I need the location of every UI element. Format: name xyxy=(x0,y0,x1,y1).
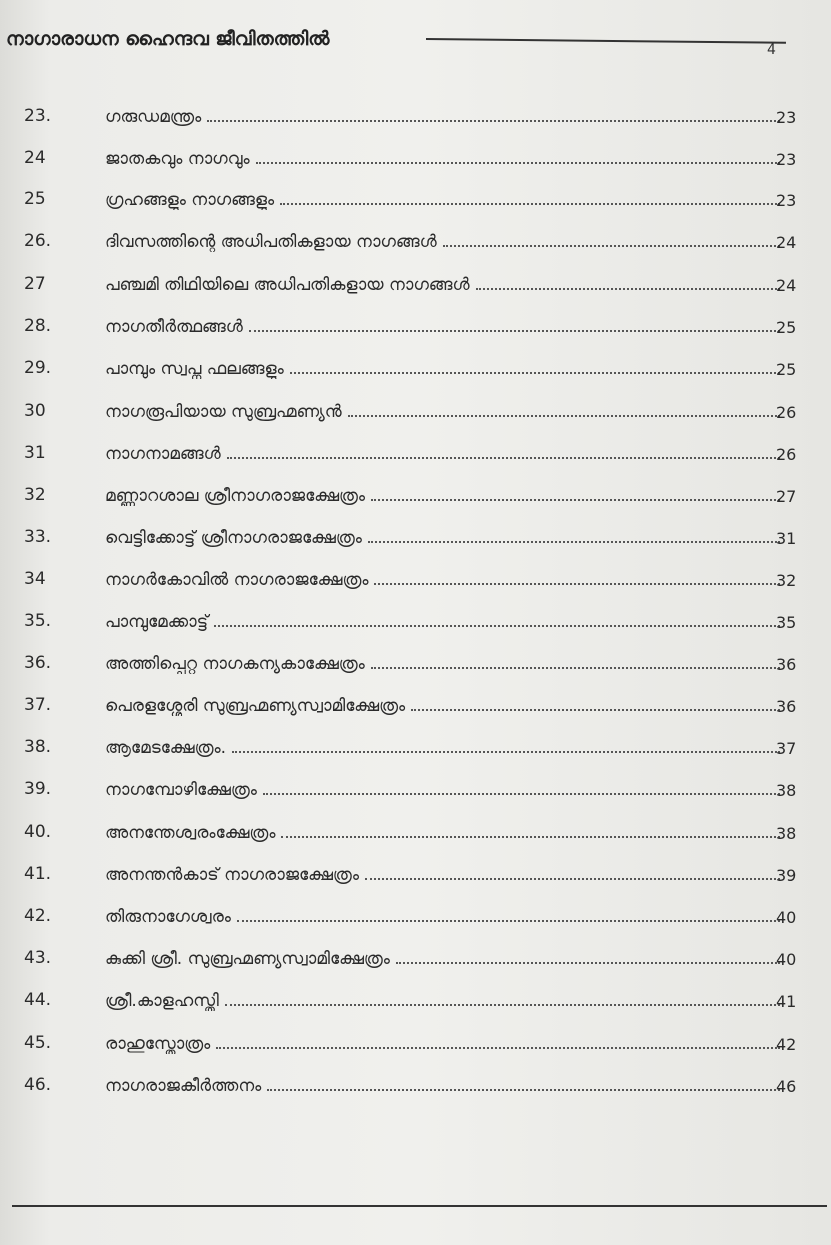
toc-entry xyxy=(0,814,831,854)
toc-entry xyxy=(0,687,831,727)
entry-title-line xyxy=(105,906,786,927)
entry-page: 36 xyxy=(776,655,797,674)
dot-leader xyxy=(207,106,780,122)
dot-leader xyxy=(225,990,780,1006)
dot-leader xyxy=(290,358,780,374)
toc-entry xyxy=(0,181,831,221)
entry-page: 35 xyxy=(776,613,797,632)
toc-entry xyxy=(0,898,831,938)
entry-title-line xyxy=(105,316,786,337)
entry-title: ദിവസത്തിന്റെ അധിപതികളായ നാഗങ്ങൾ xyxy=(105,232,437,252)
dot-leader xyxy=(371,485,780,501)
entry-title-line xyxy=(105,527,786,548)
entry-number: 46. xyxy=(24,1075,52,1095)
dot-leader xyxy=(476,274,780,290)
entry-title-line xyxy=(105,485,786,506)
entry-number: 24 xyxy=(24,148,46,168)
entry-title-line xyxy=(105,695,786,716)
entry-title-line xyxy=(105,990,786,1011)
entry-title: നാഗതീർത്ഥങ്ങൾ xyxy=(105,317,243,337)
dot-leader xyxy=(411,695,780,711)
entry-title-line xyxy=(105,611,786,632)
entry-page: 38 xyxy=(776,781,797,800)
entry-page: 24 xyxy=(776,276,797,295)
entry-title-line xyxy=(105,948,786,969)
toc-entry xyxy=(0,771,831,811)
entry-page: 40 xyxy=(776,908,797,927)
entry-page: 31 xyxy=(776,529,797,548)
entry-number: 33. xyxy=(24,527,52,547)
entry-number: 37. xyxy=(24,695,52,715)
toc-entry xyxy=(0,98,831,138)
entry-number: 45. xyxy=(24,1033,52,1053)
entry-number: 32 xyxy=(24,485,46,505)
entry-page: 42 xyxy=(776,1035,797,1054)
entry-number: 30 xyxy=(24,401,46,421)
entry-title: ഗ്രഹങ്ങളും നാഗങ്ങളും xyxy=(105,190,275,210)
dot-leader xyxy=(237,906,780,922)
dot-leader xyxy=(216,1033,780,1049)
entry-page: 37 xyxy=(776,739,797,758)
entry-number: 25 xyxy=(24,189,46,209)
entry-page: 24 xyxy=(776,233,797,252)
toc-entry xyxy=(0,435,831,475)
entry-title-line xyxy=(105,569,786,590)
entry-title: ആമേടക്ഷേത്രം. xyxy=(105,738,227,758)
entry-title: പഞ്ചമി തിഥിയിലെ അധിപതികളായ നാഗങ്ങൾ xyxy=(105,275,470,295)
entry-number: 31 xyxy=(24,443,46,463)
entry-title: നാഗരൂപിയായ സുബ്രഹ്മണ്യൻ xyxy=(105,402,342,422)
entry-number: 26. xyxy=(24,231,52,251)
entry-title-line xyxy=(105,864,786,885)
entry-title: അനന്തേശ്വരംക്ഷേത്രം xyxy=(105,823,276,843)
entry-title: അത്തിപ്പെറ്റ നാഗകന്യകാക്ഷേത്രം xyxy=(105,654,365,674)
dot-leader xyxy=(263,779,780,795)
entry-number: 38. xyxy=(24,737,52,757)
entry-title-line xyxy=(105,274,786,295)
entry-title: അനന്തൻകാട് നാഗരാജക്ഷേത്രം xyxy=(105,865,359,885)
entry-page: 25 xyxy=(776,318,797,337)
entry-number: 29. xyxy=(24,358,52,378)
dot-leader xyxy=(214,611,780,627)
entry-number: 35. xyxy=(24,611,52,631)
entry-page: 40 xyxy=(776,950,797,969)
entry-title: നാഗരാജകീർത്തനം xyxy=(105,1076,262,1096)
entry-title: പാമ്പുമേക്കാട്ട് xyxy=(105,612,209,632)
toc-entry xyxy=(0,940,831,980)
entry-title: മണ്ണാറശാല ശ്രീനാഗരാജക്ഷേത്രം xyxy=(105,486,366,506)
entry-page: 25 xyxy=(776,360,797,379)
toc-entry xyxy=(0,266,831,306)
entry-title: ജാതകവും നാഗവും xyxy=(105,149,250,169)
entry-page: 38 xyxy=(776,824,797,843)
entry-title: വെട്ടിക്കോട്ട് ശ്രീനാഗരാജക്ഷേത്രം xyxy=(105,528,362,548)
entry-title-line xyxy=(105,231,786,252)
dot-leader xyxy=(227,443,780,459)
entry-title: തിരുനാഗേശ്വരം xyxy=(105,907,231,927)
footer-rule xyxy=(12,1205,827,1207)
toc-entry xyxy=(0,223,831,263)
entry-number: 40. xyxy=(24,822,52,842)
toc-entry xyxy=(0,1067,831,1107)
entry-title-line xyxy=(105,189,786,210)
dot-leader xyxy=(371,653,780,669)
toc-entry xyxy=(0,393,831,433)
toc-entry xyxy=(0,140,831,180)
dot-leader xyxy=(232,737,780,753)
toc-entry xyxy=(0,729,831,769)
toc-entry xyxy=(0,350,831,390)
entry-page: 46 xyxy=(776,1077,797,1096)
entry-number: 39. xyxy=(24,779,52,799)
entry-title-line xyxy=(105,1033,786,1054)
toc-entry xyxy=(0,645,831,685)
page-number: 4 xyxy=(767,42,776,58)
entry-page: 41 xyxy=(776,992,797,1011)
header-rule xyxy=(426,38,786,44)
entry-page: 26 xyxy=(776,445,797,464)
entry-page: 23 xyxy=(776,191,797,210)
entry-number: 42. xyxy=(24,906,52,926)
toc-entry xyxy=(0,982,831,1022)
dot-leader xyxy=(396,948,780,964)
dot-leader xyxy=(267,1075,780,1091)
entry-title: ശ്രീ.കാളഹസ്തി xyxy=(105,991,219,1011)
entry-page: 27 xyxy=(776,487,797,506)
entry-title-line xyxy=(105,358,786,379)
dot-leader xyxy=(443,231,780,247)
dot-leader xyxy=(281,822,780,838)
toc-entry xyxy=(0,561,831,601)
entry-title: രാഹുസ്തോത്രം xyxy=(105,1034,211,1054)
entry-title: നാഗമ്പോഴിക്ഷേത്രം xyxy=(105,780,257,800)
entry-title: പാമ്പും സ്വപ്ന ഫലങ്ങളും xyxy=(105,359,284,379)
toc-entry xyxy=(0,477,831,517)
entry-page: 36 xyxy=(776,697,797,716)
entry-title-line xyxy=(105,148,786,169)
entry-number: 27 xyxy=(24,274,46,294)
entry-title-line xyxy=(105,737,786,758)
entry-title: പെരളശ്ശേരി സുബ്രഹ്മണ്യസ്വാമിക്ഷേത്രം xyxy=(105,696,406,716)
entry-title-line xyxy=(105,401,786,422)
entry-page: 39 xyxy=(776,866,797,885)
running-header xyxy=(6,22,826,62)
dot-leader xyxy=(365,864,780,880)
entry-title-line xyxy=(105,779,786,800)
entry-title-line xyxy=(105,443,786,464)
entry-number: 41. xyxy=(24,864,52,884)
toc-entry xyxy=(0,603,831,643)
entry-number: 43. xyxy=(24,948,52,968)
entry-title: നാഗർകോവിൽ നാഗരാജക്ഷേത്രം xyxy=(105,570,369,590)
entry-title: കുക്കി ശ്രീ. സുബ്രഹ്മണ്യസ്വാമിക്ഷേത്രം xyxy=(105,949,390,969)
entry-page: 32 xyxy=(776,571,797,590)
entry-page: 26 xyxy=(776,403,797,422)
toc-entry xyxy=(0,308,831,348)
entry-title-line xyxy=(105,106,786,127)
toc-entry xyxy=(0,856,831,896)
entry-page: 23 xyxy=(776,150,797,169)
entry-number: 44. xyxy=(24,990,52,1010)
dot-leader xyxy=(256,148,780,164)
entry-title-line xyxy=(105,822,786,843)
dot-leader xyxy=(249,316,780,332)
entry-page: 23 xyxy=(776,108,797,127)
entry-number: 36. xyxy=(24,653,52,673)
entry-number: 23. xyxy=(24,106,52,126)
header-title: നാഗാരാധന ഹൈന്ദവ ജീവിതത്തിൽ xyxy=(6,28,330,50)
dot-leader xyxy=(280,189,780,205)
entry-number: 34 xyxy=(24,569,46,589)
entry-number: 28. xyxy=(24,316,52,336)
entry-title: ഗരുഡമന്ത്രം xyxy=(105,107,202,127)
toc-entry xyxy=(0,1025,831,1065)
dot-leader xyxy=(348,401,780,417)
entry-title-line xyxy=(105,1075,786,1096)
entry-title: നാഗനാമങ്ങൾ xyxy=(105,444,221,464)
toc-entry xyxy=(0,519,831,559)
dot-leader xyxy=(368,527,780,543)
entry-title-line xyxy=(105,653,786,674)
dot-leader xyxy=(374,569,780,585)
